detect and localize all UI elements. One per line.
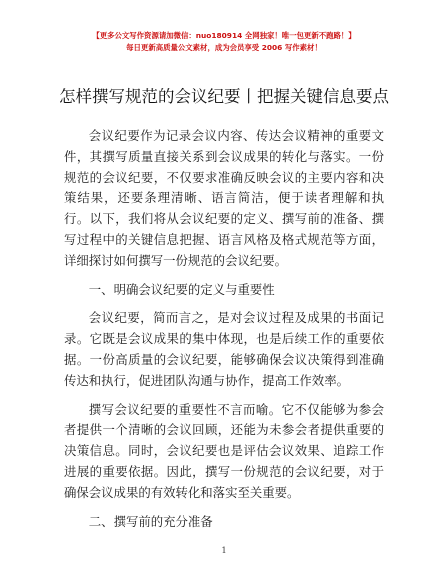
page-number: 1 bbox=[221, 546, 227, 555]
promo-banner-line-2: 每日更新高质量公文素材，成为会员享受 2006 写作素材！ bbox=[126, 43, 322, 52]
section-heading-2: 二、撰写前的充分准备 bbox=[88, 513, 213, 529]
promo-banner bbox=[0, 30, 448, 54]
definition-paragraph: 会议纪要，简而言之，是对会议过程及成果的书面记录。它既是会议成果的集中体现，也是后续工作的重要依据。一份高质量的会议纪要，能够确保会议决策得到准确传达和执行，促进团队沟通与协作，提高工作效率。 bbox=[64, 310, 384, 388]
intro-paragraph: 会议纪要作为记录会议内容、传达会议精神的重要文件，其撰写质量直接关系到会议成果的转化与落实。一份规范的会议纪要，不仅要求准确反映会议的主要内容和决策结果，还要条理清晰、语言简洁，便于读者理解和执行。以下，我们将从会议纪要的定义、撰写前的准备、撰写过程中的关键信息把握、语言风格及格式规范等方面，详细探讨如何撰写一份规范的会议纪要。 bbox=[64, 128, 384, 268]
document-title: 怎样撰写规范的会议纪要丨把握关键信息要点 bbox=[59, 87, 389, 106]
document-body bbox=[64, 126, 384, 532]
importance-paragraph: 撰写会议纪要的重要性不言而喻。它不仅能够为参会者提供一个清晰的会议回顾，还能为未参会者提供重要的决策信息。同时，会议纪要也是评估会议效果、追踪工作进展的重要依据。因此，撰写一份规范的会议纪要，对于确保会议成果的有效转化和落实至关重要。 bbox=[64, 401, 384, 500]
promo-banner-line-1: 【更多公文写作资源请加微信：nuo180914 全网独家！唯一包更新不跑路！】 bbox=[92, 31, 356, 40]
section-heading-1: 一、明确会议纪要的定义与重要性 bbox=[88, 281, 275, 297]
